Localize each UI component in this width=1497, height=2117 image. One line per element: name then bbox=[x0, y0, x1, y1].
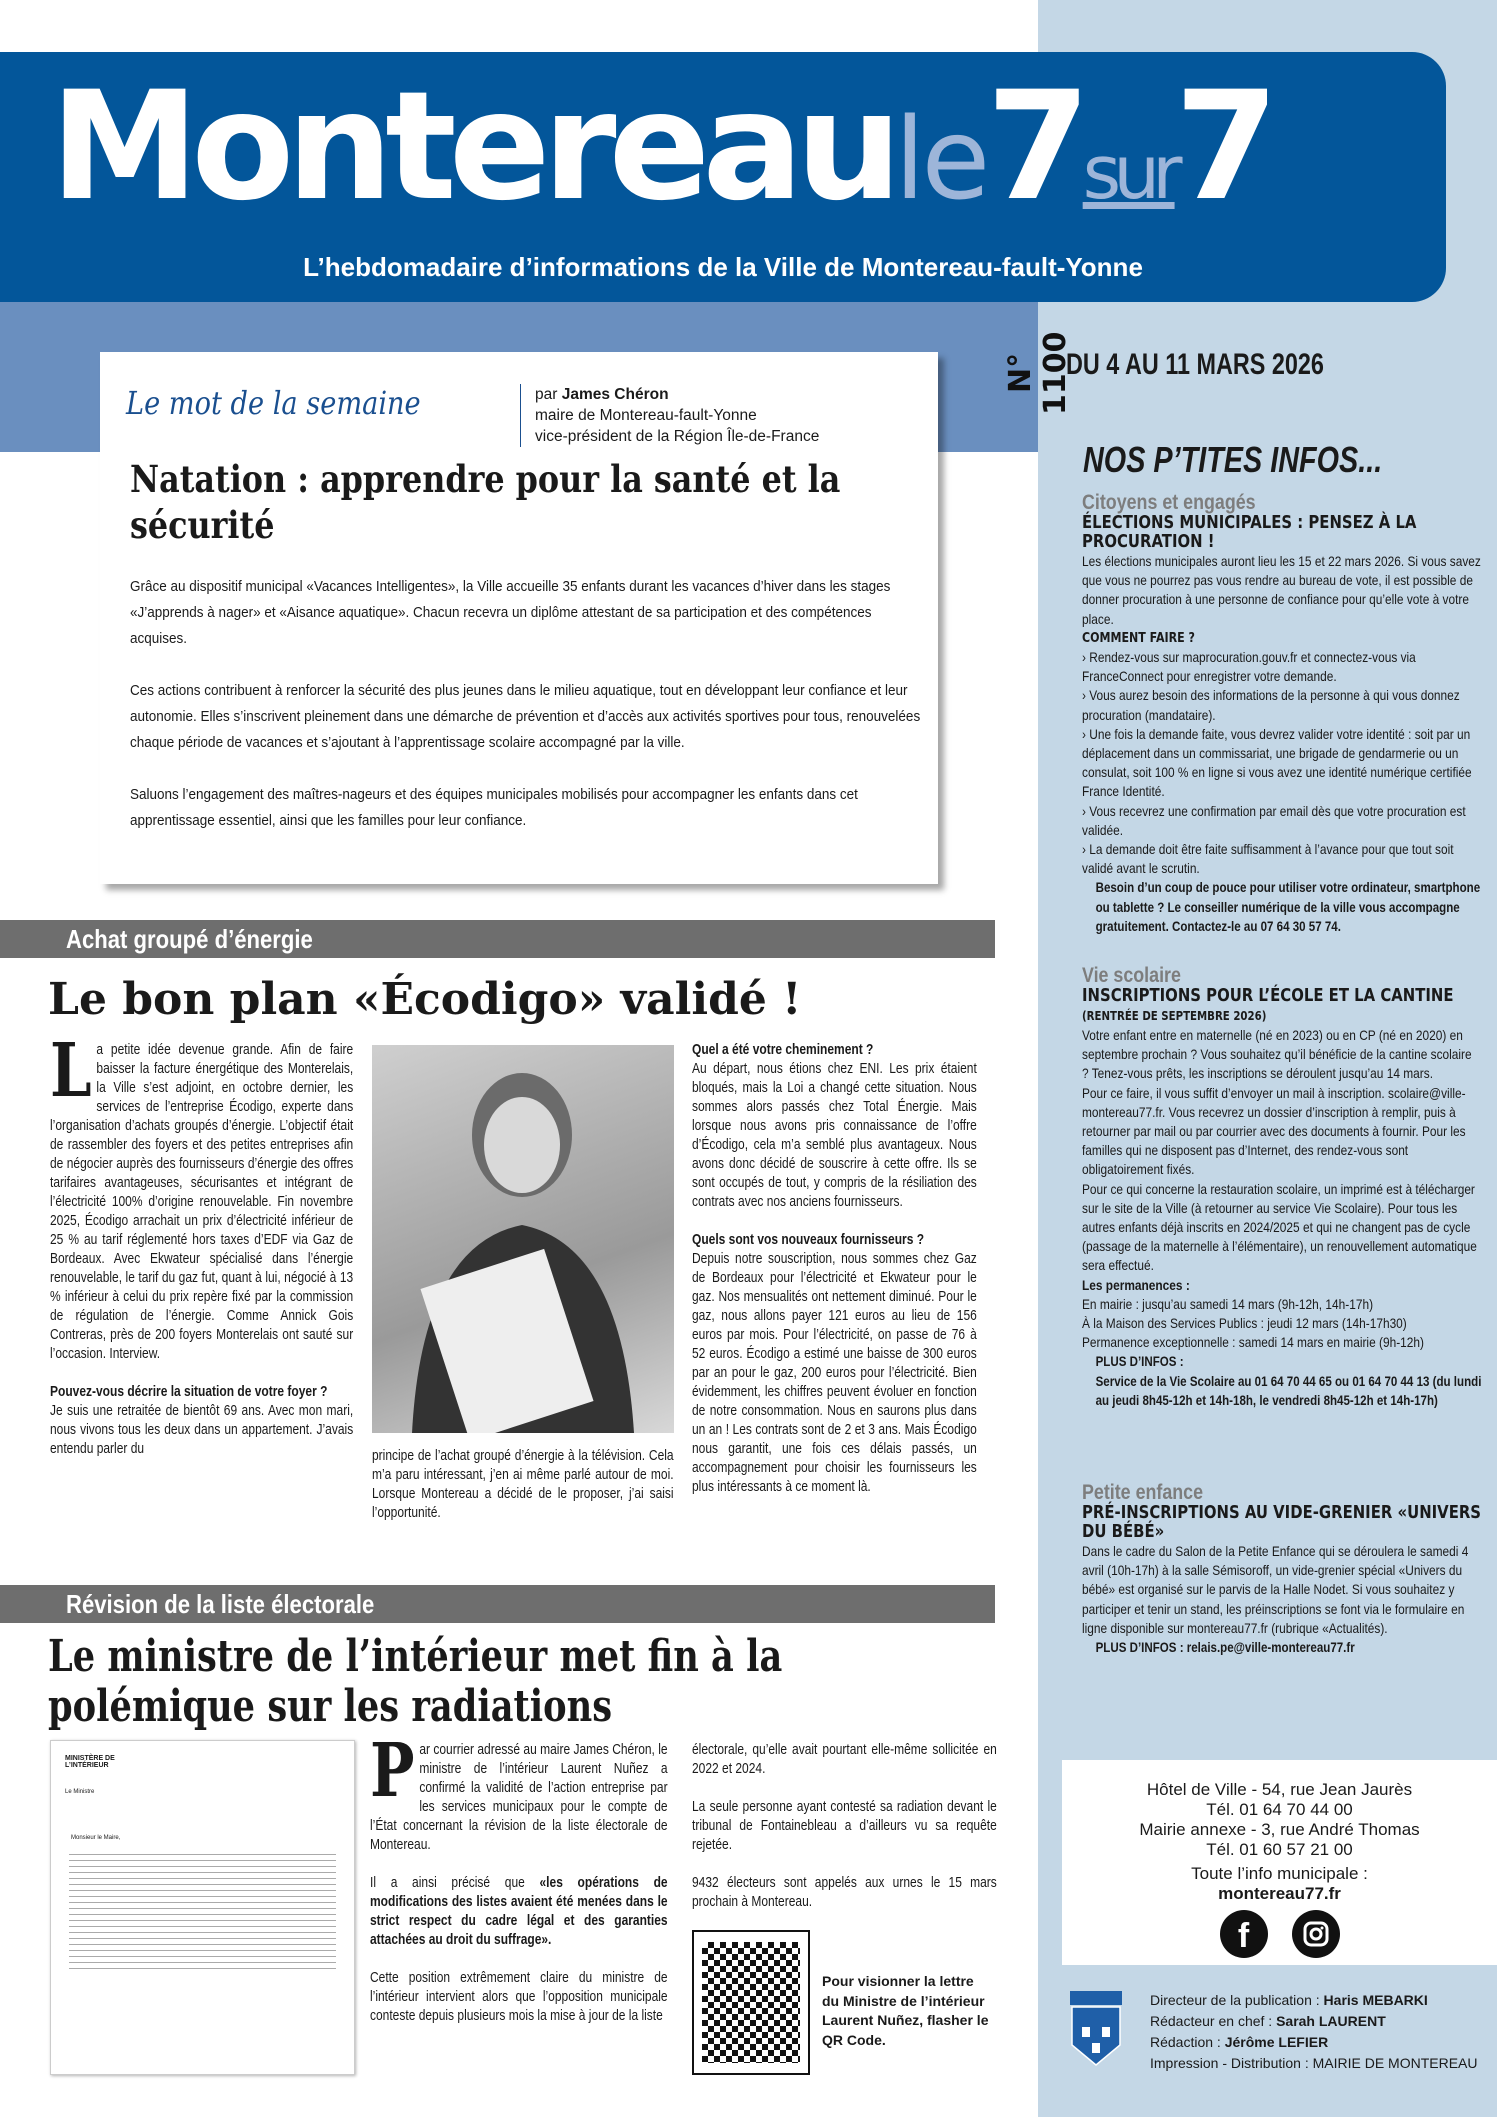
editorial-headline: Natation : apprendre pour la santé et la sécurité bbox=[130, 457, 841, 547]
masthead-tagline: L’hebdomadaire d’informations de la Ville de Montereau-fault-Yonne bbox=[303, 252, 1143, 282]
info-category: Vie scolaire bbox=[1082, 964, 1181, 987]
step: › La demande doit être faite suffisamment à l’avance pour que tout soit validé avant le scrutin. bbox=[1082, 841, 1454, 877]
author-role: vice-président de la Région Île-de-France bbox=[535, 428, 820, 445]
editorial-title: Le mot de la semaine bbox=[126, 384, 421, 422]
info-body: Pour ce faire, il vous suffit d’envoyer un mail à inscription. scolaire@ville-montereau77.fr. Vous recevrez un dossier d’inscription à remplir, puis à retourner par mail ou par courrier avec des documents à fournir. Pour les familles qui ne disposent pas d’Internet, des rendez-vous sont obligatoirement fixés. bbox=[1082, 1084, 1466, 1178]
interview-answer: Au départ, nous étions chez ENI. Les prix étaient bloqués, mais la Loi a changé cette situation. Nous sommes alors passés chez Total Énergie. Mais lorsque nous avons pris connaissance de l’offre d’Écodigo, cela m’a semblé plus avantageux. Nous avons donc décidé de souscrire à cette offre. Ils se sont occupés de tout, y compris de la résiliation des contrats avec nos anciens fournisseurs. bbox=[692, 1060, 977, 1210]
editorial-box bbox=[100, 352, 938, 884]
interview-answer: Je suis une retraitée de bientôt 69 ans. Avec mon mari, nous vivons tous les deux dans un appartement. J’avais entendu parler du bbox=[50, 1402, 354, 1457]
permanence: En mairie : jusqu’au samedi 14 mars (9h-12h, 14h-17h) bbox=[1082, 1295, 1374, 1312]
article-column-2: Par courrier adressé au maire James Chéron, le ministre de l’intérieur Laurent Nuñez a confirmé la validité de l’action entreprise par les services municipaux pour le compte de l’État concernant la révision de la liste électorale de Montereau. Il a ainsi précisé que «les opérations de modifications des listes avaient été menées dans le strict respect du cadre légal et des garanties attachées au droit du suffrage». Cette position extrêmement claire du ministre de l’intérieur intervient alors que l’opposition municipale conteste depuis plusieurs mois la mise à jour de la liste bbox=[370, 1728, 668, 2024]
info-subhead: COMMENT FAIRE ? bbox=[1082, 630, 1195, 646]
letter-text bbox=[69, 1851, 336, 1971]
article-column-3: électorale, qu’elle avait pourtant elle-même sollicitée en 2022 et 2024. La seule personne ayant contesté sa radiation devant le tribunal de Fontainebleau a d’ailleurs vu sa requête rejetée. 9432 électeurs sont appelés aux urnes le 15 mars prochain à Montereau. bbox=[692, 1741, 997, 1910]
article-column-2 bbox=[372, 1446, 674, 1522]
minister-letter-image bbox=[50, 1740, 355, 2075]
article-headline: Le bon plan «Écodigo» validé ! bbox=[48, 974, 802, 1025]
author-name: James Chéron bbox=[561, 386, 669, 403]
article-intro: a petite idée devenue grande. Afin de faire baisser la facture énergétique des Monterelais, la Ville s’est adjoint, en octobre dernier, les services de l’entreprise Écodigo, experte dans l’organisation d’achats groupés d’énergie. L’objectif était de rassembler des foyers et des petites entreprises afin de négocier auprès des fournisseurs d’énergie des offres tarifaires avantageuses, sécurisantes et intégrant de l’électricité 100% d’origine renouvelable. Fin novembre 2025, Écodigo arrachait un prix d’électricité inférieur de 25 % au tarif réglementé hors taxes d’EDF via Gaz de Bordeaux. Avec Ekwateur spécialisé dans l’énergie renouvelable, le tarif du gaz fut, quant à lui, négocié à 13 % inférieur à celui du prix repère fixé par la commission de régulation de l’énergie. Comme Annick Gois Contreras, près de 200 foyers Monterelais ont sauté sur l’occasion. Interview. bbox=[50, 1041, 354, 1362]
section-bar-liste: Révision de la liste électorale bbox=[0, 1585, 995, 1623]
permanence: À la Maison des Services Publics : jeudi 12 mars (14h-17h30) bbox=[1082, 1315, 1407, 1332]
info-body: Les élections municipales auront lieu les 15 et 22 mars 2026. Si vous savez que vous ne pourrez pas vous rendre au bureau de vote, il est possible de donner procuration à une personne de confiance pour qu’elle vote à votre place. bbox=[1082, 553, 1481, 627]
article-column-1 bbox=[50, 1028, 354, 1458]
paragraph: Grâce au dispositif municipal «Vacances Intelligentes», la Ville accueille 35 enfants durant les vacances d’hiver dans les stages «J’apprends à nager» et «Aisance aquatique». Chacun recevra un diplôme attestant de sa participation et des compétences acquises. bbox=[130, 578, 891, 647]
article-column-3 bbox=[692, 1040, 977, 1496]
info-body: Votre enfant entre en maternelle (né en 2023) ou en CP (né en 2020) en septembre prochain ? Vous souhaitez qu’il bénéficie de la cantine scolaire ? Tenez-vous prêts, les inscriptions se déroulent jusqu’au 14 mars. bbox=[1082, 1027, 1472, 1082]
interview-question: Quels sont vos nouveaux fournisseurs ? bbox=[692, 1231, 925, 1248]
info-subhead: Les permanences : bbox=[1082, 1276, 1190, 1293]
section-bar-energie: Achat groupé d’énergie bbox=[0, 920, 995, 958]
info-headline: ÉLECTIONS MUNICIPALES : PENSEZ À LA PROCURATION ! bbox=[1082, 513, 1417, 552]
author-role: maire de Montereau-fault-Yonne bbox=[535, 407, 757, 424]
step: › Une fois la demande faite, vous devrez valider votre identité : soit par un déplacement dans un commissariat, une brigade de gendarmerie ou un consulat, soit 100 % en ligne si vous avez une identité numérique certifiée France Identité. bbox=[1082, 725, 1472, 800]
drop-cap: P bbox=[370, 1728, 415, 1814]
letter-greeting: Monsieur le Maire, bbox=[71, 1835, 121, 1841]
site-link[interactable]: montereau77.fr bbox=[1218, 1884, 1341, 1903]
step: › Rendez-vous sur maprocuration.gouv.fr et connectez-vous via FranceConnect pour enregistrer votre demande. bbox=[1082, 649, 1416, 685]
info-note: Service de la Vie Scolaire au 01 64 70 44 65 ou 01 64 70 44 13 (du lundi au jeudi 8h45-12h et 14h-18h, le vendredi 8h45-12h et 14h-17h) bbox=[1095, 1373, 1482, 1408]
permanence: Permanence exceptionnelle : samedi 14 mars en mairie (9h-12h) bbox=[1082, 1334, 1424, 1351]
facebook-icon[interactable]: f bbox=[1220, 1910, 1268, 1958]
phone: Tél. 01 64 70 44 00 bbox=[1206, 1800, 1353, 1819]
interview-answer: Depuis notre souscription, nous sommes chez Gaz de Bordeaux pour l’électricité et Ekwateur pour le gaz. Nos mensualités ont nettement diminué. Pour le gaz, nous allons payer 121 euros au lieu de 156 euros par mois. Pour l’électricité, on passe de 76 à 52 euros. Écodigo a estimé une baisse de 300 euros par an pour le gaz, 200 euros pour l’électricité. Bien évidemment, les chiffres peuvent évoluer en fonction de notre consommation. Nous en saurons plus dans un an ! Les contrats sont de 2 et 3 ans. Mais Écodigo nous garantit, une fois ces délais passés, un accompagnement pour choisir les fournisseurs les plus intéressants à ce moment là. bbox=[692, 1250, 977, 1495]
info-body: Pour ce qui concerne la restauration scolaire, un imprimé est à télécharger sur le site de la Ville (à retourner au service Vie Scolaire). Pour tous les autres enfants déjà inscrits en 2024/2025 et qui ne changent pas de cycle (passage de la maternelle à l’élémentaire), un renouvellement automatique sera effectué. bbox=[1082, 1180, 1477, 1274]
infos-title: NOS P’TITES INFOS... bbox=[1083, 439, 1383, 480]
info-headline: INSCRIPTIONS POUR L’ÉCOLE ET LA CANTINE (RENTRÉE DE SEPTEMBRE 2026) bbox=[1082, 986, 1454, 1023]
phone: Tél. 01 60 57 21 00 bbox=[1206, 1840, 1353, 1859]
address: Hôtel de Ville - 54, rue Jean Jaurès bbox=[1146, 1780, 1413, 1799]
city-crest-icon bbox=[1066, 1987, 1126, 2067]
qr-code[interactable] bbox=[692, 1930, 810, 2075]
instagram-icon[interactable] bbox=[1292, 1910, 1340, 1958]
qr-caption: Pour visionner la lettre du Ministre de l’intérieur Laurent Nuñez, flasher le QR Code. bbox=[822, 1973, 989, 2048]
paragraph: Ces actions contribuent à renforcer la sécurité des plus jeunes dans le milieu aquatique, tout en développant leur confiance et leur autonomie. Elles s’inscrivent pleinement dans une démarche de prévention et d’accès aux activités sportives pour tous, renouvelées chaque période de vacances et s’ajoutant à l’apprentissage scolaire accompagné par la ville. bbox=[130, 682, 921, 751]
address: Mairie annexe - 3, rue André Thomas bbox=[1139, 1820, 1420, 1839]
paragraph: Saluons l’engagement des maîtres-nageurs et des équipes municipales mobilisés pour accompagner les enfants dans cet apprentissage essentiel, ainsi que les familles pour leur confiance. bbox=[130, 786, 858, 829]
info-bebe bbox=[1082, 1482, 1482, 1657]
drop-cap: L bbox=[50, 1028, 92, 1114]
info-ecole bbox=[1082, 965, 1482, 1410]
info-elections bbox=[1082, 492, 1482, 936]
info-category: Petite enfance bbox=[1082, 1481, 1204, 1504]
info-note: PLUS D’INFOS : relais.pe@ville-montereau77.fr bbox=[1095, 1640, 1355, 1656]
issue-date: DU 4 AU 11 MARS 2026 bbox=[1066, 348, 1324, 381]
info-headline: PRÉ-INSCRIPTIONS AU VIDE-GRENIER «UNIVERS DU BÉBÉ» bbox=[1082, 1503, 1482, 1542]
info-note: Besoin d’un coup de pouce pour utiliser votre ordinateur, smartphone ou tablette ? Le conseiller numérique de la ville vous accompagne gratuitement. Contactez-le au 07 64 30 57 74. bbox=[1095, 880, 1481, 934]
article-headline: Le ministre de l’intérieur met fin à la polémique sur les radiations bbox=[48, 1631, 783, 1732]
portrait-photo bbox=[372, 1045, 674, 1433]
contact-box bbox=[1062, 1760, 1497, 1965]
interview-question: Quel a été votre cheminement ? bbox=[692, 1041, 874, 1058]
site-label: Toute l’info municipale : bbox=[1191, 1864, 1368, 1883]
info-category: Citoyens et engagés bbox=[1082, 491, 1256, 514]
issue-number: N° 1100 bbox=[1003, 331, 1073, 415]
letter-header: MINISTÈRE DE L’INTÉRIEUR bbox=[65, 1755, 115, 1769]
editorial-body bbox=[130, 574, 920, 860]
letter-to: Le Ministre bbox=[65, 1789, 95, 1795]
by-label: par bbox=[535, 386, 562, 403]
quote: «les opérations de modifications des listes avaient été menées dans le strict respect du cadre légal et des garanties attachées au droit du suffrage». bbox=[370, 1874, 668, 1948]
step: › Vous recevrez une confirmation par email dès que votre procuration est validée. bbox=[1082, 802, 1466, 838]
interview-answer: principe de l’achat groupé d’énergie à la télévision. Cela m’a paru intéressant, j’en ai même parlé autour de moi. Lorsque Montereau a décidé de le proposer, j’ai saisi l’opportunité. bbox=[372, 1447, 674, 1521]
step: › Vous aurez besoin des informations de la personne à qui vous donnez procuration (mandataire). bbox=[1082, 687, 1460, 723]
info-body: Dans le cadre du Salon de la Petite Enfance qui se déroulera le samedi 4 avril (10h-17h) à la salle Sémisoroff, un vide-grenier spécial «Univers du bébé» est organisé sur le parvis de la Halle Nodet. Si vous souhaitez y participer et tenir un stand, les préinscriptions se font via le formulaire en ligne disponible sur montereau77.fr (rubrique «Actualités). bbox=[1082, 1543, 1469, 1636]
editorial-author bbox=[520, 384, 819, 447]
info-note: PLUS D’INFOS : bbox=[1095, 1354, 1184, 1370]
interview-question: Pouvez-vous décrire la situation de votre foyer ? bbox=[50, 1383, 328, 1400]
publication-credits: Directeur de la publication : Haris MEBARKI Rédacteur en chef : Sarah LAURENT Rédaction : Jérôme LEFIER Impression - Distribution : MAIRIE DE MONTEREAU bbox=[1150, 1992, 1478, 2071]
masthead-logo: Montereaule7sur7 bbox=[50, 60, 1271, 234]
